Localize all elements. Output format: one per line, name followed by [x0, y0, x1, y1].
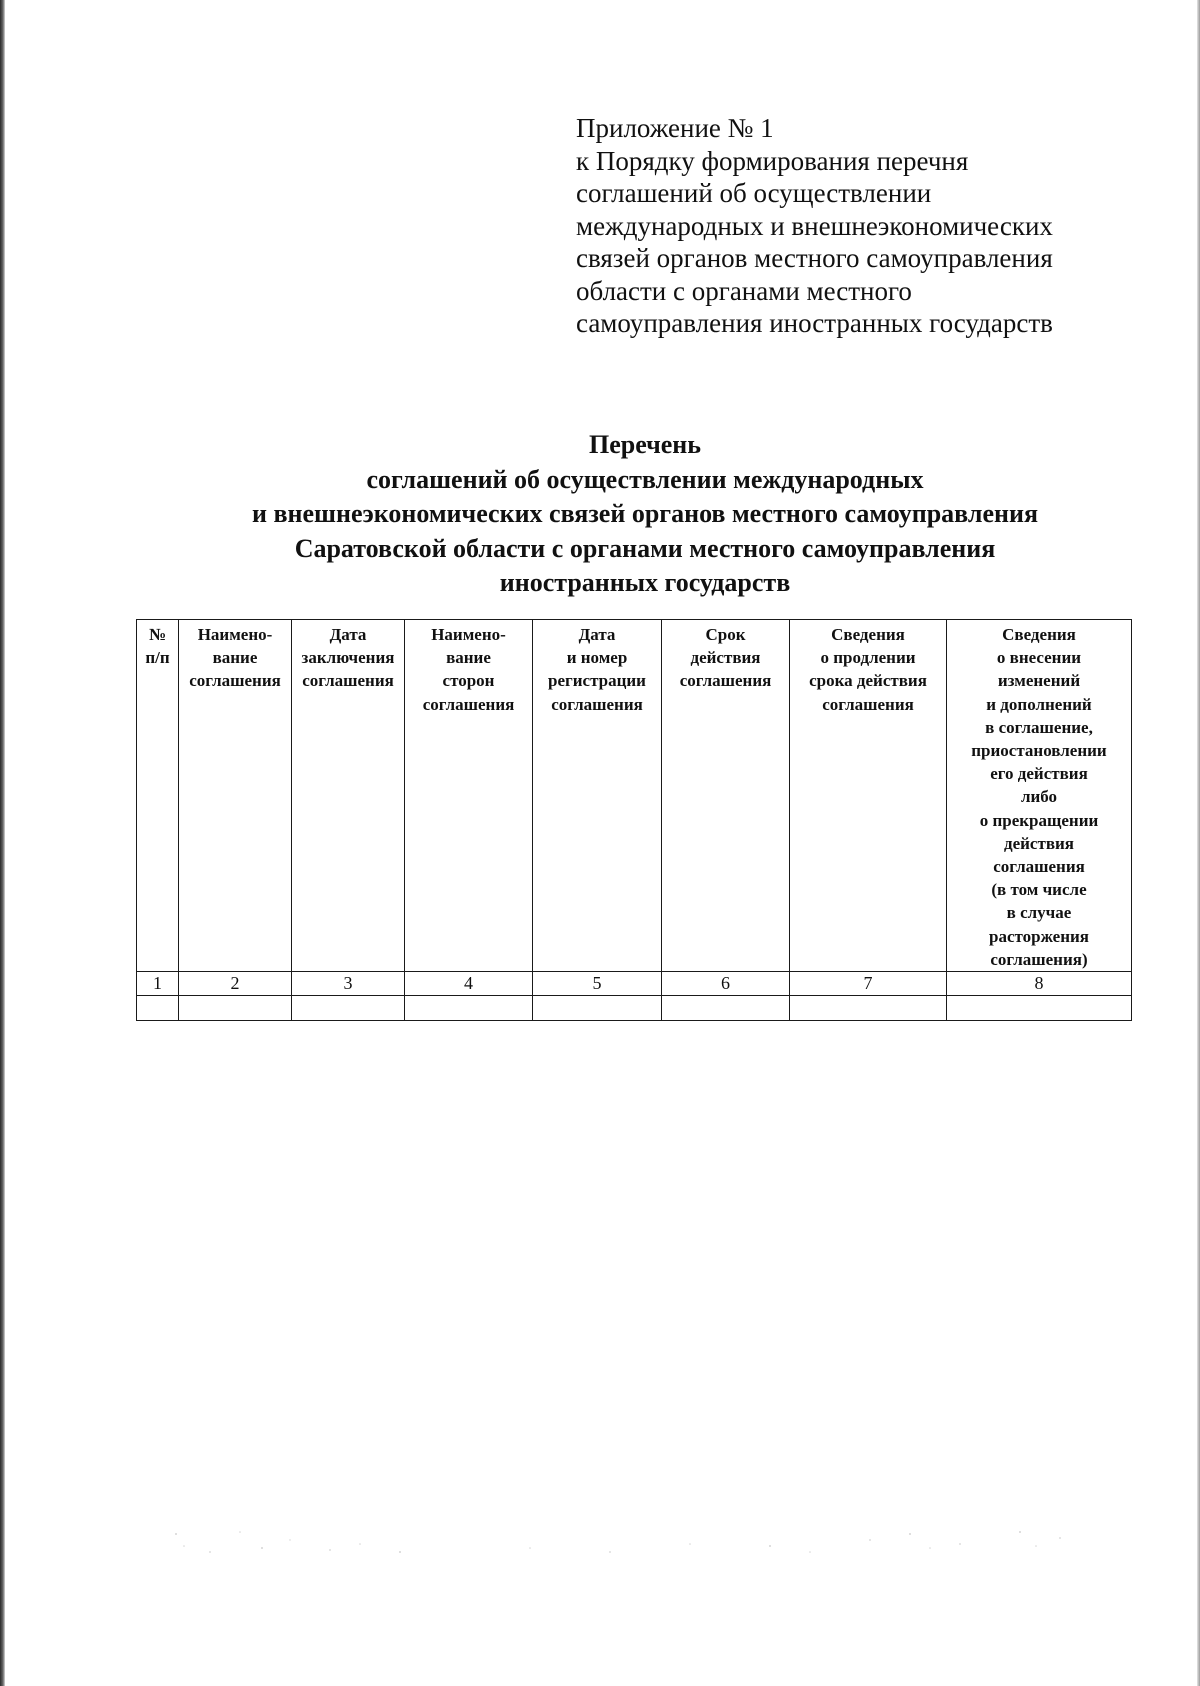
- column-number: 3: [292, 972, 405, 996]
- title-line: иностранных государств: [499, 568, 791, 597]
- appendix-line: связей органов местного самоуправления: [576, 243, 1053, 273]
- column-number: 5: [533, 972, 662, 996]
- column-number: 2: [179, 972, 292, 996]
- table-cell: [405, 996, 533, 1021]
- table-cell: [790, 996, 947, 1021]
- column-number: 4: [405, 972, 533, 996]
- table-cell: [662, 996, 790, 1021]
- table-header-row: [137, 620, 1132, 972]
- header-cell-changes: Сведения о внесении изменений и дополнений в соглашение, приостановлении его действия либо о прекращении действия соглашения (в том числе в случае расторжения соглашения): [947, 620, 1132, 972]
- header-cell-agreement-name: Наимено- вание соглашения: [179, 620, 292, 972]
- title-line: Перечень: [588, 430, 702, 459]
- table-row: [137, 996, 1132, 1021]
- appendix-line: области с органами местного: [576, 275, 912, 306]
- appendix-line: самоуправления иностранных государств: [576, 308, 1053, 338]
- column-number: 7: [790, 972, 947, 996]
- title-line: Саратовской области с органами местного самоуправления: [294, 533, 996, 563]
- appendix-note: [576, 112, 1096, 340]
- table-cell: [533, 996, 662, 1021]
- header-cell-parties: Наимено- вание сторон соглашения: [405, 620, 533, 972]
- header-cell-number: № п/п: [137, 620, 179, 972]
- appendix-line: соглашений об осуществлении: [576, 178, 932, 208]
- header-cell-registration: Дата и номер регистрации соглашения: [533, 620, 662, 972]
- table-cell: [179, 996, 292, 1021]
- header-cell-term: Срок действия соглашения: [662, 620, 790, 972]
- header-cell-extension: Сведения о продлении срока действия соглашения: [790, 620, 947, 972]
- title-line: и внешнеэкономических связей органов местного самоуправления: [251, 499, 1039, 528]
- table-cell: [947, 996, 1132, 1021]
- column-number-row: [137, 972, 1132, 996]
- column-number: 6: [662, 972, 790, 996]
- title-line: соглашений об осуществлении международных: [366, 464, 924, 494]
- header-cell-conclusion-date: Дата заключения соглашения: [292, 620, 405, 972]
- appendix-line: Приложение № 1: [576, 113, 774, 143]
- appendix-line: к Порядку формирования перечня: [576, 145, 969, 176]
- scan-noise: [170, 1526, 1080, 1566]
- table-cell: [137, 996, 179, 1021]
- appendix-line: международных и внешнеэкономических: [576, 210, 1053, 241]
- table-cell: [292, 996, 405, 1021]
- column-number: 1: [137, 972, 179, 996]
- scan-edge-left: [0, 0, 5, 1686]
- document-title: [120, 428, 1170, 601]
- agreements-table: [136, 619, 1132, 1021]
- column-number: 8: [947, 972, 1132, 996]
